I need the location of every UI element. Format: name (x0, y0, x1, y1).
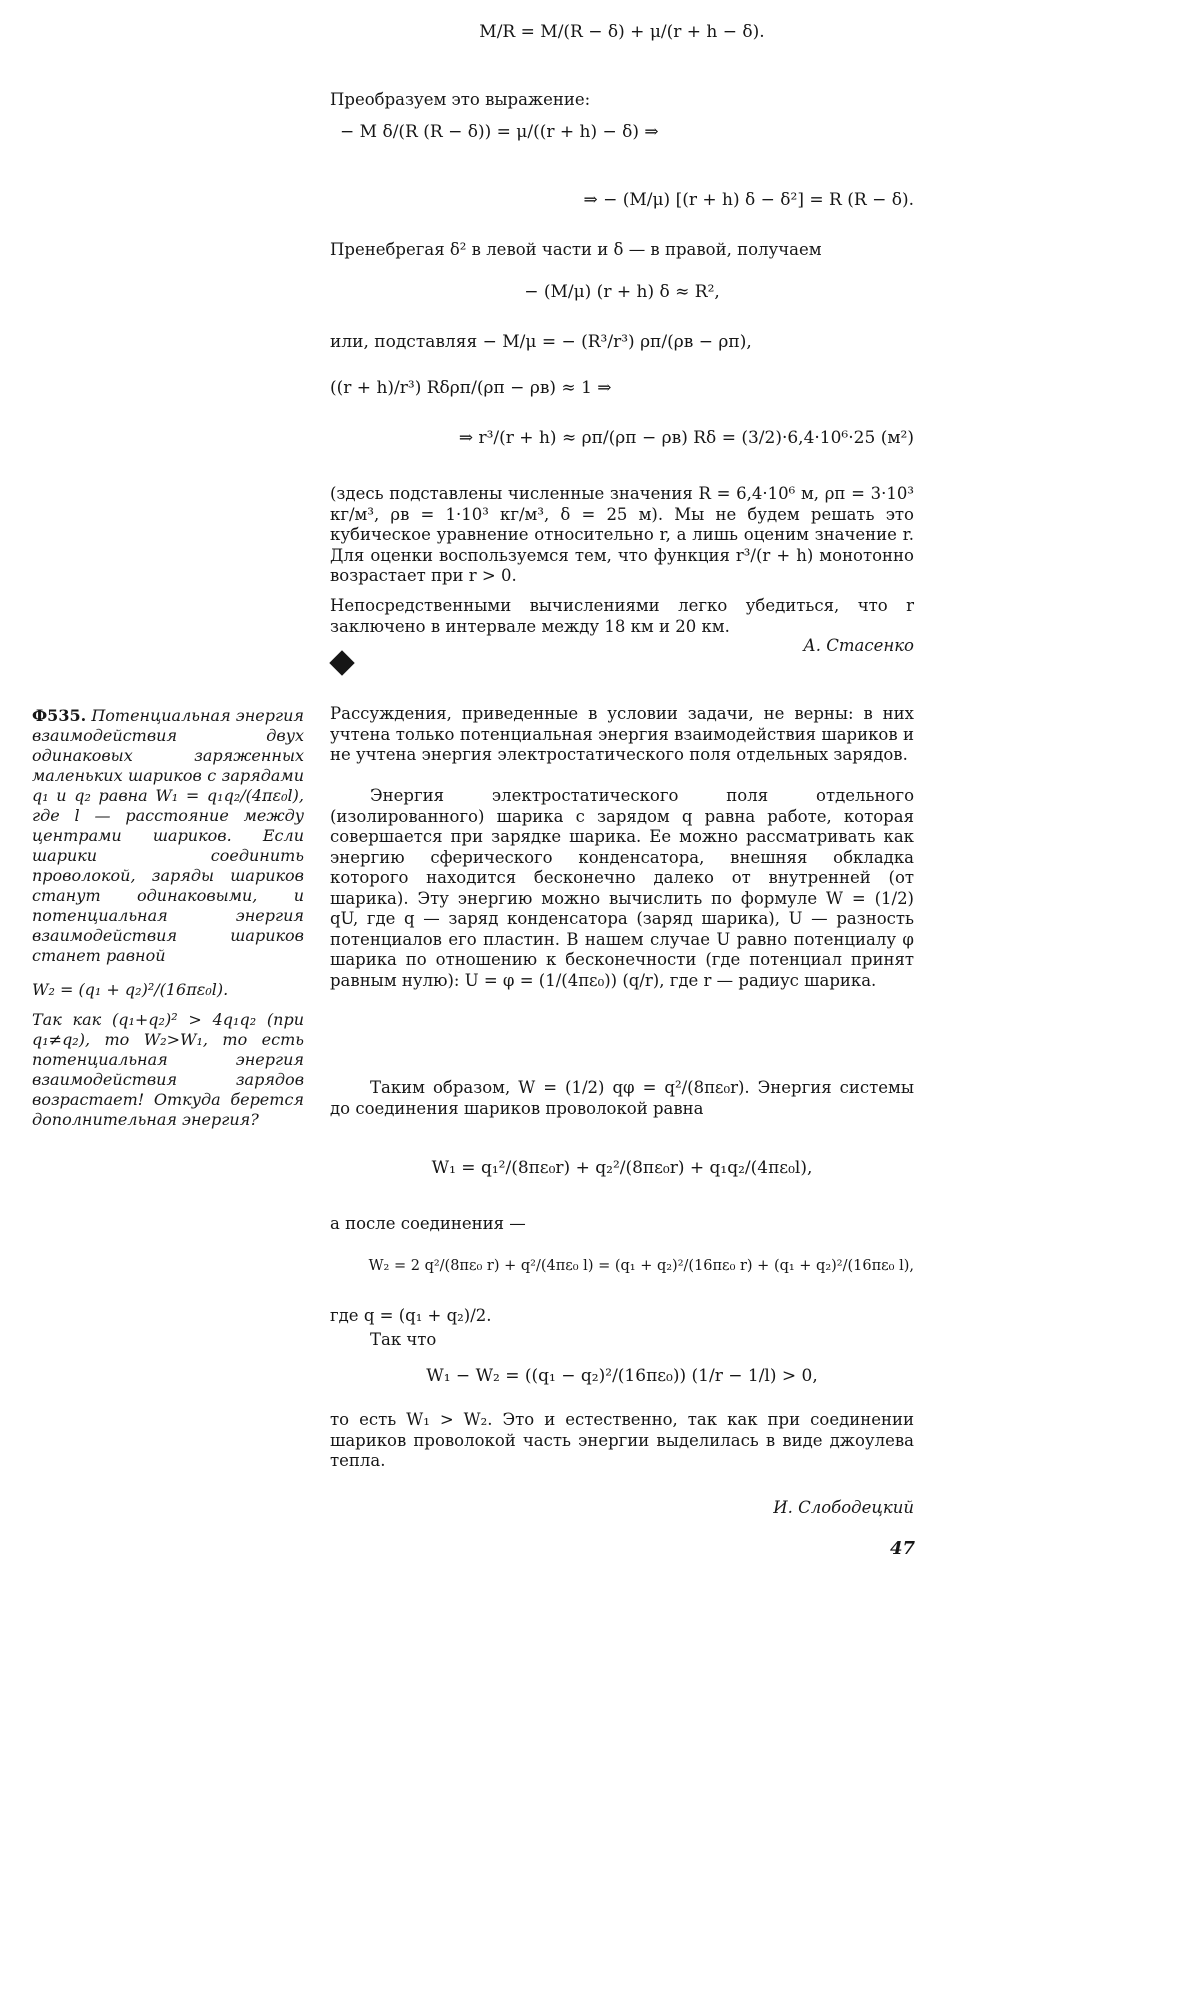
equation-7-text: ⇒ r³/(r + h) ≈ ρп/(ρп − ρв) Rδ = (3/2)·6,4·10⁶·25 (м²) (458, 428, 914, 448)
equation-2 (330, 122, 924, 142)
equation-top-text: M/R = M/(R − δ) + μ/(r + h − δ). (479, 22, 765, 42)
page-number: 47 (890, 1538, 916, 1559)
equation-7 (330, 428, 914, 448)
paragraph-neglect: Пренебрегая δ² в левой части и δ — в правой, получаем (330, 240, 822, 259)
equation-3 (330, 190, 914, 210)
equation-6-text: ((r + h)/r³) Rδρп/(ρп − ρв) ≈ 1 ⇒ (330, 378, 612, 398)
paragraph-conclusion: Непосредственными вычислениями легко убедиться, что r заключено в интервале между 18 км и 20 км. (330, 596, 914, 636)
answer-paragraph-2: Энергия электростатического поля отдельного (изолированного) шарика с зарядом q равна работе, которая совершается при зарядке шарика. Ее можно рассматривать как энергию сферического конденсатора, внешняя обкладка которого находится бесконечно далеко от внутренней (от шарика). Эту энергию можно вычислить по формуле W = (1/2) qU, где q — заряд конденсатора (заряд шарика), U — разность потенциалов его пластин. В нашем случае U равно потенциалу φ шарика по отношению к бесконечности (где потенциал принят равным нулю): U = φ = (1/(4πε₀)) (q/r), где r — радиус шарика. (330, 786, 914, 990)
answer-paragraph-3: Таким образом, W = (1/2) qφ = q²/(8πε₀r). Энергия системы до соединения шариков проволокой равна (330, 1078, 914, 1118)
equation-2-text: − M δ/(R (R − δ)) = μ/((r + h) − δ) ⇒ (340, 122, 659, 142)
equation-4 (330, 282, 914, 302)
problem-label: Ф535. (32, 706, 87, 725)
answer-paragraph-6: Так что (370, 1330, 437, 1349)
answer-paragraph-4: а после соединения — (330, 1214, 526, 1233)
equation-w1-text: W₁ = q₁²/(8πε₀r) + q₂²/(8πε₀r) + q₁q₂/(4πε₀l), (431, 1158, 813, 1178)
equation-w2 (330, 1258, 914, 1274)
signature-stasenko: А. Стасенко (803, 636, 914, 655)
equation-6 (330, 378, 914, 398)
signature-slobodetsky: И. Слободецкий (773, 1498, 914, 1517)
problem-text-2: Так как (q₁+q₂)² > 4q₁q₂ (при q₁≠q₂), то W₂>W₁, то есть потенциальная энергия взаимодействия зарядов возрастает! Откуда берется дополнительная энергия? (32, 1010, 304, 1129)
answer-paragraph-5: где q = (q₁ + q₂)/2. (330, 1306, 492, 1325)
problem-equation: W₂ = (q₁ + q₂)²/(16πε₀l). (32, 980, 229, 999)
problem-statement (32, 706, 304, 1130)
equation-w2-text: W₂ = 2 q²/(8πε₀ r) + q²/(4πε₀ l) = (q₁ + q₂)²/(16πε₀ r) + (q₁ + q₂)²/(16πε₀ l), (368, 1258, 914, 1274)
answer-paragraph-1: Рассуждения, приведенные в условии задачи, не верны: в них учтена только потенциальная энергия взаимодействия шариков и не учтена энергия электростатического поля отдельных зарядов. (330, 704, 914, 764)
paragraph-transform: Преобразуем это выражение: (330, 90, 591, 109)
equation-4-text: − (M/μ) (r + h) δ ≈ R², (524, 282, 720, 302)
problem-text-1: Потенциальная энергия взаимодействия двух одинаковых заряженных маленьких шариков с зарядами q₁ и q₂ равна W₁ = q₁q₂/(4πε₀l), где l — расстояние между центрами шариков. Если шарики соединить проволокой, заряды шариков станут одинаковыми, и потенциальная энергия взаимодействия шариков станет равной (32, 706, 304, 965)
equation-diff-text: W₁ − W₂ = ((q₁ − q₂)²/(16πε₀)) (1/r − 1/l) > 0, (426, 1366, 818, 1386)
answer-paragraph-7: то есть W₁ > W₂. Это и естественно, так как при соединении шариков проволокой часть энергии выделилась в виде джоулева тепла. (330, 1410, 914, 1470)
equation-3-text: ⇒ − (M/μ) [(r + h) δ − δ²] = R (R − δ). (583, 190, 914, 210)
equation-top (330, 22, 914, 42)
paragraph-values: (здесь подставлены численные значения R = 6,4·10⁶ м, ρп = 3·10³ кг/м³, ρв = 1·10³ кг/м³, δ = 25 м). Мы не будем решать это кубическое уравнение относительно r, а лишь оценим значение r. Для оценки воспользуемся тем, что функция r³/(r + h) монотонно возрастает при r > 0. (330, 484, 914, 585)
equation-5-text: или, подставляя − M/μ = − (R³/r³) ρп/(ρв − ρп), (330, 332, 752, 352)
equation-diff (330, 1366, 914, 1386)
equation-5 (330, 332, 914, 352)
equation-w1 (330, 1158, 914, 1178)
